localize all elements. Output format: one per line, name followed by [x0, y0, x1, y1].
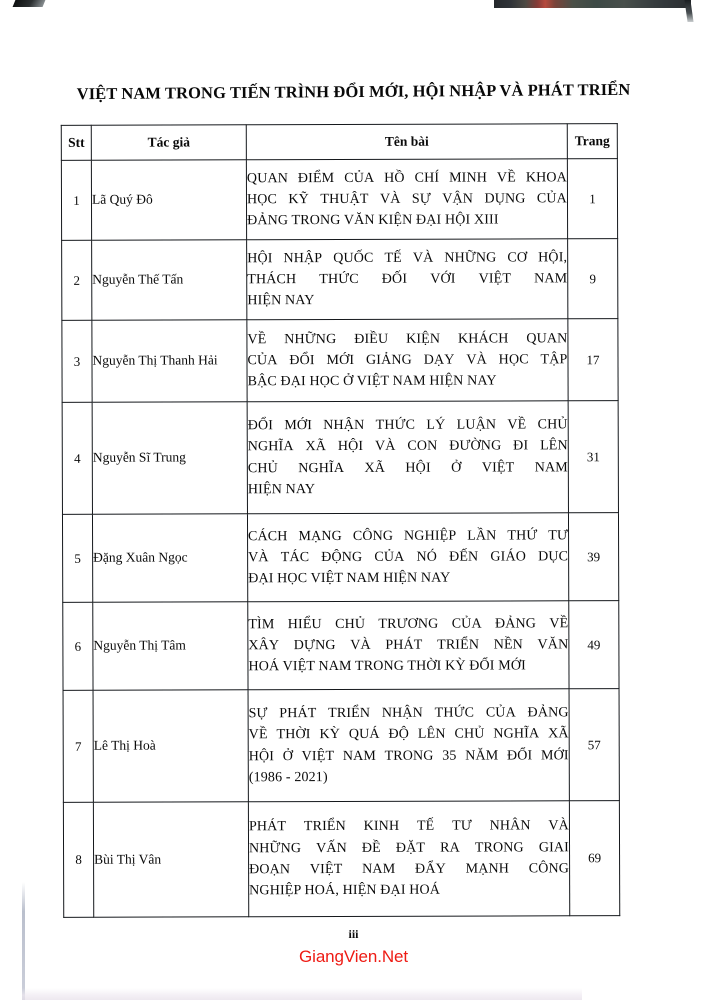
cell-stt: 4 [62, 402, 92, 514]
cell-title [248, 601, 569, 690]
cell-title-line: BẬC ĐẠI HỌC Ở VIỆT NAM HIỆN NAY [247, 373, 497, 390]
page-number: iii [348, 927, 359, 941]
table-row [63, 689, 619, 803]
cell-title-line: VỀ NHỮNG ĐIỀU KIỆN KHÁCH QUAN [247, 330, 568, 347]
cell-title [248, 801, 569, 917]
table-row [62, 513, 618, 603]
cell-page: 17 [568, 319, 618, 401]
cell-title-line: ĐỔI MỚI NHẬN THỨC LÝ LUẬN VỀ CHỦ [247, 417, 568, 434]
column-header-page: Trang [567, 124, 617, 159]
cell-stt: 1 [61, 160, 91, 240]
cell-title-line: NHỮNG VẤN ĐỀ ĐẶT RA TRONG GIAI [249, 840, 569, 857]
toc-table [61, 123, 620, 918]
cell-title-line: XÂY DỰNG VÀ PHÁT TRIỂN NỀN VĂN [248, 637, 569, 654]
table-row [61, 159, 617, 241]
cell-title [246, 159, 567, 240]
cell-title [247, 319, 568, 402]
cell-title-line: CỦA ĐỔI MỚI GIẢNG DẠY VÀ HỌC TẬP [247, 352, 568, 369]
cell-title-line: THÁCH THỨC ĐỐI VỚI VIỆT NAM [247, 271, 568, 288]
cell-title-line: HIỆN NAY [247, 293, 315, 309]
table-row [62, 239, 618, 321]
cell-title-line: VỀ THỜI KỲ QUÁ ĐỘ LÊN CHỦ NGHĨA XÃ [248, 726, 569, 743]
cell-author: Đặng Xuân Ngọc [92, 514, 247, 602]
cell-stt: 2 [62, 240, 92, 320]
cell-page: 1 [567, 159, 617, 239]
table-row [62, 319, 618, 403]
table-row [63, 601, 619, 691]
cell-title-line: VÀ TÁC ĐỘNG CỦA NÓ ĐẾN GIÁO DỤC [248, 549, 569, 566]
cell-author: Nguyễn Thị Thanh Hải [92, 320, 247, 402]
cell-title-line: CHỦ NGHĨA XÃ HỘI Ở VIỆT NAM [247, 459, 568, 476]
cell-title-line: SỰ PHÁT TRIỂN NHẬN THỨC CỦA ĐẢNG [248, 705, 569, 722]
cell-title [247, 513, 568, 602]
toc-table-body [61, 159, 619, 918]
cell-title-line: NGHĨA XÃ HỘI VÀ CON ĐƯỜNG ĐI LÊN [247, 438, 568, 455]
cell-stt: 3 [62, 320, 92, 402]
page-edge-shadow-bottom [22, 988, 582, 1000]
table-row [62, 401, 618, 515]
cell-page: 69 [569, 801, 619, 916]
cell-author: Nguyễn Sĩ Trung [92, 402, 247, 514]
cell-title-line: HOÁ VIỆT NAM TRONG THỜI KỲ ĐỔI MỚI [248, 658, 526, 675]
cell-title-line: ĐOẠN VIỆT NAM ĐẨY MẠNH CÔNG [249, 861, 570, 878]
cell-stt: 7 [63, 690, 93, 802]
cell-title-line: PHÁT TRIỂN KINH TẾ TƯ NHÂN VÀ [248, 818, 569, 835]
cell-page: 31 [568, 401, 618, 513]
table-of-contents [61, 123, 619, 918]
cell-stt: 8 [63, 802, 93, 917]
table-row [63, 801, 619, 918]
cell-page: 9 [568, 239, 618, 319]
cell-title-line: HỘI Ở VIỆT NAM TRONG 35 NĂM ĐỔI MỚI [248, 747, 569, 764]
cell-author: Lê Thị Hoà [93, 690, 248, 802]
cell-author: Bùi Thị Vân [93, 802, 248, 917]
column-header-title: Tên bài [246, 124, 567, 160]
site-watermark: GiangVien.Net [299, 947, 408, 966]
cell-title [247, 239, 568, 320]
cell-title-line: ĐẠI HỌC VIỆT NAM HIỆN NAY [248, 570, 451, 587]
cell-author: Lã Quý Đô [91, 160, 246, 240]
column-header-stt: Stt [61, 125, 91, 160]
scan-artifact-top-right [494, 0, 691, 8]
cell-page: 39 [568, 513, 618, 601]
cell-title-line: ĐẢNG TRONG VĂN KIỆN ĐẠI HỘI XIII [247, 212, 499, 229]
cell-author: Nguyễn Thị Tâm [93, 602, 248, 690]
cell-title-line: HỌC KỸ THUẬT VÀ SỰ VẬN DỤNG CỦA [246, 191, 567, 208]
page-title: VIỆT NAM TRONG TIẾN TRÌNH ĐỔI MỚI, HỘI NHẬP VÀ PHÁT TRIỂN [76, 79, 631, 104]
cell-title-line: QUAN ĐIỂM CỦA HỒ CHÍ MINH VỀ KHOA [246, 169, 567, 186]
cell-stt: 6 [63, 602, 93, 690]
table-header-row [61, 124, 617, 161]
cell-author: Nguyễn Thế Tấn [92, 240, 247, 320]
column-header-author: Tác giả [91, 125, 246, 160]
scan-artifact-right-edge [684, 0, 693, 22]
scan-artifact-top-left [13, 0, 46, 7]
cell-title-line: (1986 - 2021) [248, 769, 328, 786]
cell-title-line: HỘI NHẬP QUỐC TẾ VÀ NHỮNG CƠ HỘI, [247, 249, 568, 266]
cell-stt: 5 [62, 514, 92, 602]
cell-page: 49 [569, 601, 619, 689]
cell-title-line: HIỆN NAY [247, 481, 316, 498]
cell-title [248, 689, 569, 802]
cell-title-line: TÌM HIỂU CHỦ TRƯƠNG CỦA ĐẢNG VỀ [248, 615, 569, 632]
cell-title-line: NGHIỆP HOÁ, HIỆN ĐẠI HOÁ [249, 882, 441, 899]
cell-page: 57 [569, 689, 619, 801]
cell-title [247, 401, 568, 514]
cell-title-line: CÁCH MẠNG CÔNG NGHIỆP LẦN THỨ TƯ [248, 527, 569, 544]
